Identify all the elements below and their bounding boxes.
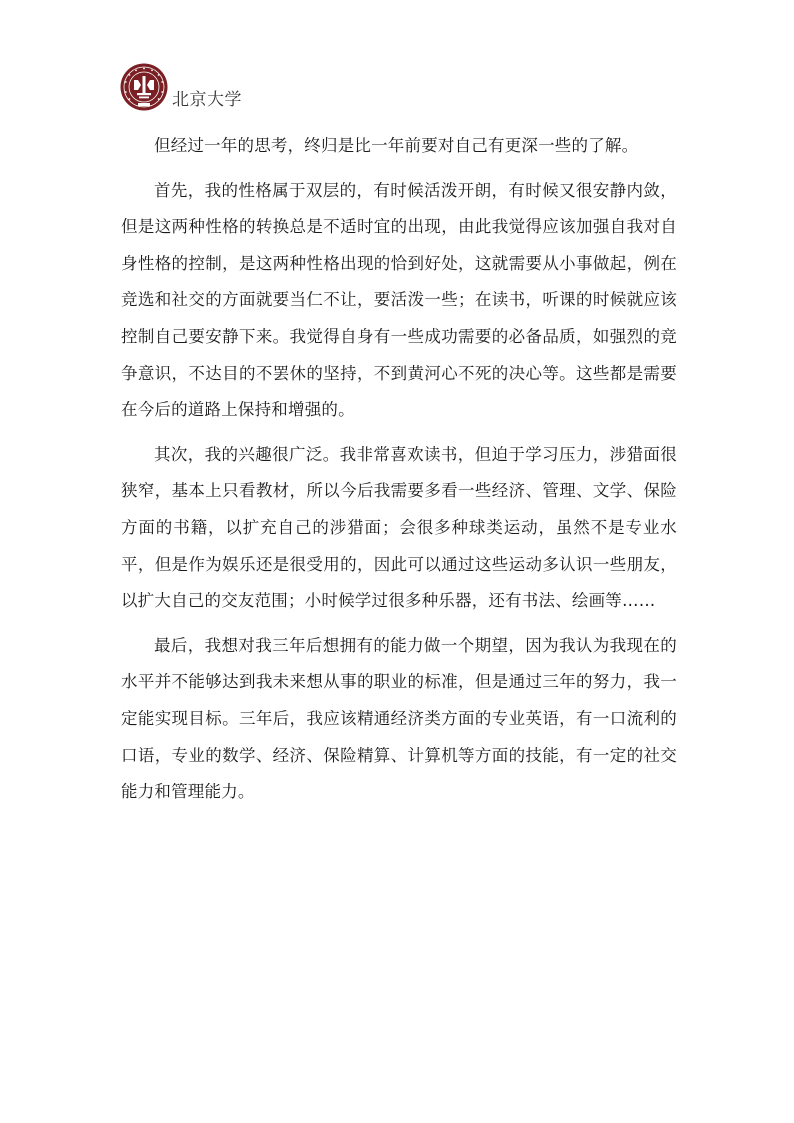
university-seal-icon [119, 62, 169, 112]
peking-university-logo [119, 62, 169, 112]
paragraph-personality: 首先，我的性格属于双层的，有时候活泼开朗，有时候又很安静内敛，但是这两种性格的转换总是不适时宜的出现，由此我觉得应该加强自我对自身性格的控制，是这两种性格出现的恰到好处，这就需要从小事做起，例在竞选和社交的方面就要当仁不让，要活泼一些；在读书，听课的时候就应该控制自己要安静下来。我觉得自身有一些成功需要的必备品质，如强烈的竞争意识，不达目的不罢休的坚持，不到黄河心不死的决心等。这些都是需要在今后的道路上保持和增强的。 [121, 180, 677, 420]
paragraph-goals: 最后，我想对我三年后想拥有的能力做一个期望，因为我认为我现在的水平并不能够达到我未来想从事的职业的标准，但是通过三年的努力，我一定能实现目标。三年后，我应该精通经济类方面的专业英语，有一口流利的口语，专业的数学、经济、保险精算、计算机等方面的技能，有一定的社交能力和管理能力。 [121, 635, 677, 802]
paragraph-intro: 但经过一年的思考，终归是比一年前要对自己有更深一些的了解。 [154, 136, 639, 155]
document-body [121, 128, 677, 811]
page-header [119, 60, 242, 112]
university-name: 北京大学 [172, 90, 242, 110]
paragraph-interests: 其次，我的兴趣很广泛。我非常喜欢读书，但迫于学习压力，涉猎面很狭窄，基本上只看教材，所以今后我需要多看一些经济、管理、文学、保险方面的书籍，以扩充自己的涉猎面；会很多种球类运动，虽然不是专业水平，但是作为娱乐还是很受用的，因此可以通过这些运动多认识一些朋友，以扩大自己的交友范围；小时候学过很多种乐器，还有书法、绘画等…… [121, 444, 677, 611]
